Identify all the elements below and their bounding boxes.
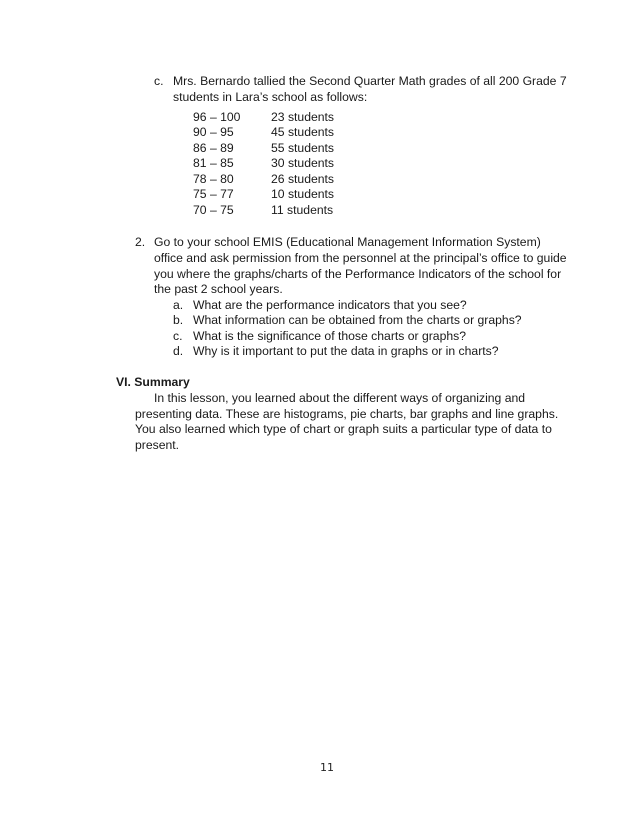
subitem-b-text: What information can be obtained from the charts or graphs? (193, 313, 522, 327)
grade-range: 86 – 89 (193, 141, 234, 155)
item-2-text-line: office and ask permission from the personnel at the principal’s office to guide (154, 251, 567, 265)
grade-count: 55 students (271, 141, 335, 155)
subitem-a-marker: a. (173, 298, 184, 312)
subitem-c-text: What is the significance of those charts or graphs? (193, 329, 467, 343)
subitem-b-marker: b. (173, 313, 184, 327)
summary-text-line: You also learned which type of chart or graph suits a particular type of data to (135, 422, 552, 436)
grade-count: 26 students (271, 172, 335, 186)
subitem-d-text: Why is it important to put the data in graphs or in charts? (193, 344, 499, 358)
grade-count: 10 students (271, 187, 335, 201)
page-number: 11 (320, 761, 334, 774)
grade-range: 75 – 77 (193, 187, 234, 201)
grade-range: 96 – 100 (193, 110, 241, 124)
grade-count: 45 students (271, 125, 335, 139)
grade-count: 30 students (271, 156, 335, 170)
grade-range: 70 – 75 (193, 203, 234, 217)
summary-text-line: In this lesson, you learned about the different ways of organizing and (154, 391, 526, 405)
item-c-text-line-1: Mrs. Bernardo tallied the Second Quarter Math grades of all 200 Grade 7 (173, 74, 567, 88)
summary-heading: VI. Summary (116, 375, 190, 389)
grade-range: 81 – 85 (193, 156, 234, 170)
grade-range: 78 – 80 (193, 172, 234, 186)
subitem-d-marker: d. (173, 344, 184, 358)
item-c-text-line-2: students in Lara’s school as follows: (173, 90, 368, 104)
summary-text-line: present. (135, 438, 180, 452)
grade-count: 23 students (271, 110, 335, 124)
subitem-a-text: What are the performance indicators that you see? (193, 298, 467, 312)
subitem-c-marker: c. (173, 329, 183, 343)
item-2-text-line: Go to your school EMIS (Educational Management Information System) (154, 235, 541, 249)
item-c-marker: c. (154, 74, 164, 88)
grade-count: 11 students (271, 203, 334, 217)
item-2-text-line: the past 2 school years. (154, 282, 283, 296)
summary-text-line: presenting data. These are histograms, pie charts, bar graphs and line graphs. (135, 407, 559, 421)
grade-range: 90 – 95 (193, 125, 234, 139)
item-2-text-line: you where the graphs/charts of the Performance Indicators of the school for (154, 267, 562, 281)
item-2-marker: 2. (135, 235, 146, 249)
